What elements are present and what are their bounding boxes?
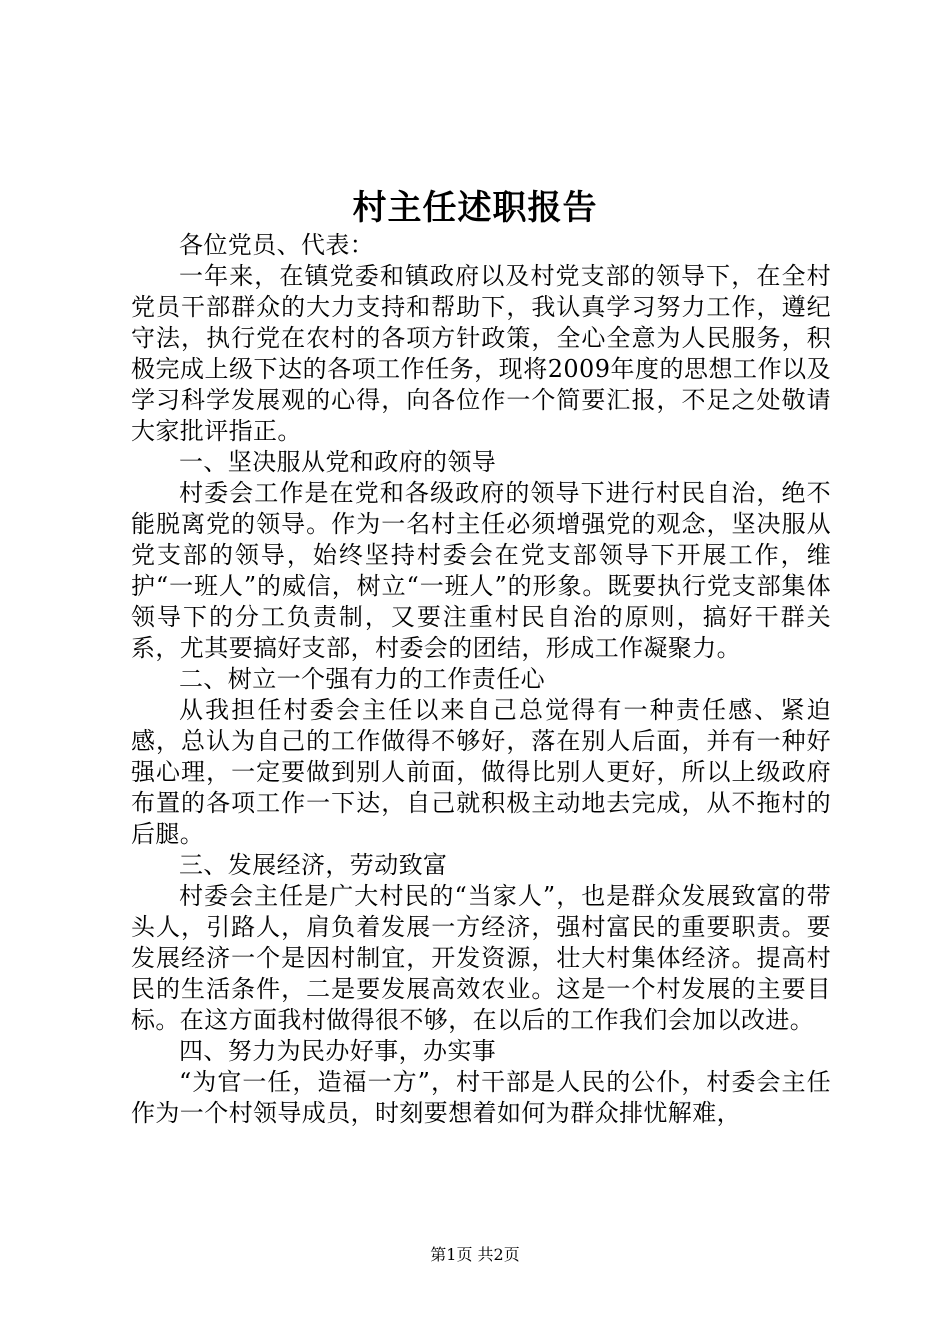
section-paragraph-3: 村委会主任是广大村民的“当家人”，也是群众发展致富的带头人，引路人，肩负着发展一方经济，强村富民的重要职责。要发展经济一个是因村制宜，开发资源，壮大村集体经济。提高村民的生活条件，二是要发展高效农业。这是一个村发展的主要目标。在这方面我村做得很不够，在以后的工作我们会加以改进。 [131,882,831,1034]
section-paragraph-4: “为官一任，造福一方”，村干部是人民的公仆，村委会主任作为一个村领导成员，时刻要想着如何为群众排忧解难， [131,1068,831,1127]
section-heading-3: 三、发展经济，劳动致富 [179,851,448,879]
section-paragraph-2: 从我担任村委会主任以来自己总觉得有一种责任感、紧迫感，总认为自己的工作做得不够好，落在别人后面，并有一种好强心理，一定要做到别人前面，做得比别人更好，所以上级政府布置的各项工作一下达，自己就积极主动地去完成，从不拖村的后腿。 [131,696,831,848]
page-footer: 第1页 共2页 [430,1245,520,1264]
document-title: 村主任述职报告 [352,188,598,228]
section-heading-4: 四、努力为民办好事，办实事 [179,1037,497,1065]
document-body [131,230,831,1129]
intro-paragraph: 一年来，在镇党委和镇政府以及村党支部的领导下，在全村党员干部群众的大力支持和帮助下，我认真学习努力工作，遵纪守法，执行党在农村的各项方针政策，全心全意为人民服务，积极完成上级下达的各项工作任务，现将2009年度的思想工作以及学习科学发展观的心得，向各位作一个简要汇报，不足之处敬请大家批评指正。 [131,262,831,445]
section-heading-1: 一、坚决服从党和政府的领导 [179,448,497,476]
section-heading-2: 二、树立一个强有力的工作责任心 [179,665,545,693]
salutation: 各位党员、代表： [179,231,375,259]
section-paragraph-1: 村委会工作是在党和各级政府的领导下进行村民自治，绝不能脱离党的领导。作为一名村主任必须增强党的观念，坚决服从党支部的领导，始终坚持村委会在党支部领导下开展工作，维护“一班人”的威信，树立“一班人”的形象。既要执行党支部集体领导下的分工负责制，又要注重村民自治的原则，搞好干群关系，尤其要搞好支部，村委会的团结，形成工作凝聚力。 [131,479,831,662]
